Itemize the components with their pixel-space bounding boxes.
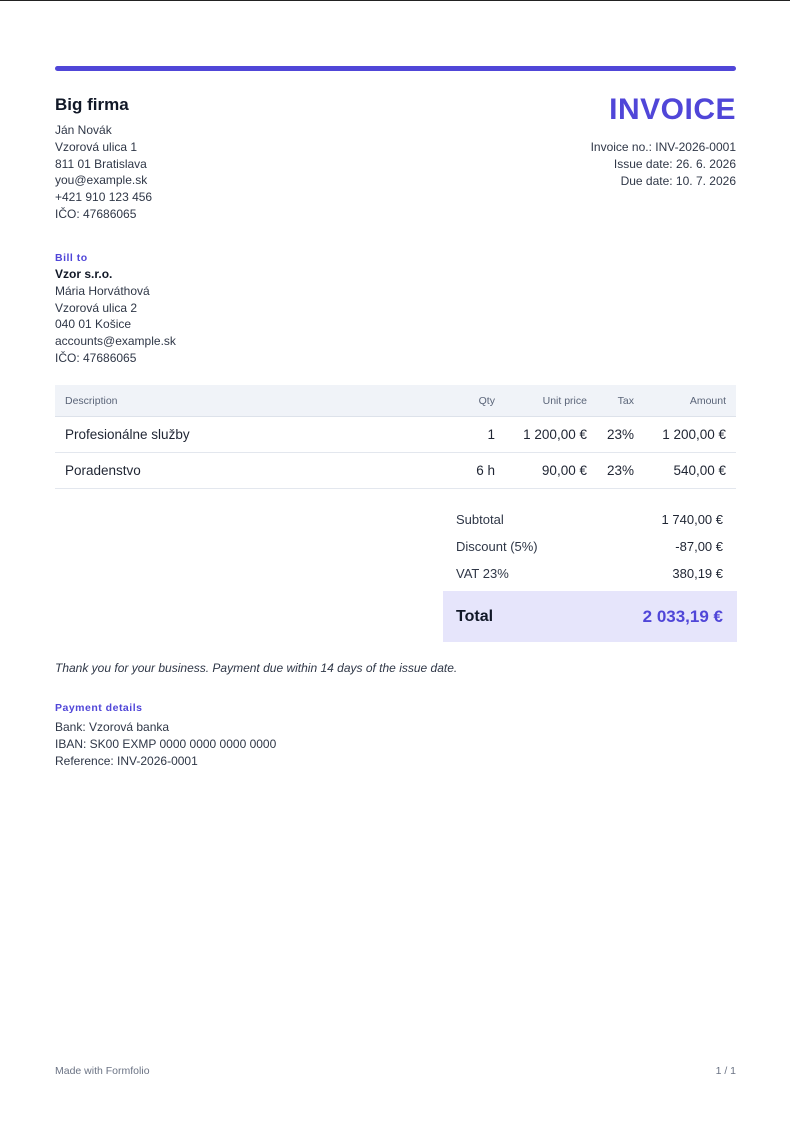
company-ico: IČO: 47686065: [55, 206, 137, 221]
vat-label: VAT 23%: [456, 566, 509, 581]
row-tax: 23%: [597, 417, 644, 453]
client-ico: IČO: 47686065: [55, 350, 137, 365]
row-amount: 540,00 €: [644, 453, 736, 489]
invoice-header: [591, 93, 736, 189]
payment-iban: IBAN: SK00 EXMP 0000 0000 0000 0000: [55, 736, 277, 751]
header-unit-price: Unit price: [505, 385, 597, 417]
table-header-row: [55, 385, 736, 417]
subtotal-row: [443, 506, 737, 533]
table-row: [55, 417, 736, 453]
subtotal-value: 1 740,00 €: [661, 512, 723, 527]
row-amount: 1 200,00 €: [644, 417, 736, 453]
client-city: 040 01 Košice: [55, 317, 132, 332]
row-qty: 6 h: [445, 453, 505, 489]
header-qty: Qty: [445, 385, 505, 417]
vat-value: 380,19 €: [672, 566, 723, 581]
vat-row: [443, 560, 737, 587]
issue-date: Issue date: 26. 6. 2026: [613, 156, 736, 171]
header-amount: Amount: [644, 385, 736, 417]
company-phone: +421 910 123 456: [55, 190, 153, 205]
discount-row: [443, 533, 737, 560]
bill-to-label: Bill to: [55, 252, 88, 264]
client-email: accounts@example.sk: [55, 334, 176, 349]
invoice-title: INVOICE: [609, 93, 736, 126]
client-street: Vzorová ulica 2: [55, 300, 138, 315]
thank-you-note: Thank you for your business. Payment due within 14 days of the issue date.: [55, 661, 458, 675]
total-row: [443, 591, 737, 642]
company-contact-name: Ján Novák: [55, 123, 112, 137]
footer-credit: Made with Formfolio: [55, 1065, 150, 1077]
row-description: Poradenstvo: [55, 453, 445, 489]
company-street: Vzorová ulica 1: [55, 139, 138, 154]
invoice-number: Invoice no.: INV-2026-0001: [590, 140, 736, 154]
header-tax: Tax: [597, 385, 644, 417]
total-label: Total: [456, 607, 494, 625]
row-qty: 1: [445, 417, 505, 453]
payment-reference: Reference: INV-2026-0001: [55, 753, 198, 768]
row-unit-price: 1 200,00 €: [505, 417, 597, 453]
line-items-table: [55, 385, 736, 489]
total-value: 2 033,19 €: [642, 606, 723, 626]
due-date: Due date: 10. 7. 2026: [620, 173, 736, 188]
discount-value: -87,00 €: [675, 539, 723, 554]
row-tax: 23%: [597, 453, 644, 489]
row-unit-price: 90,00 €: [505, 453, 597, 489]
table-row: [55, 453, 736, 489]
payment-details-label: Payment details: [55, 702, 143, 714]
accent-bar: [55, 66, 736, 71]
company-block: [55, 95, 152, 223]
company-city: 811 01 Bratislava: [55, 156, 147, 171]
subtotal-label: Subtotal: [456, 512, 504, 527]
row-description: Profesionálne služby: [55, 417, 445, 453]
discount-label: Discount (5%): [456, 539, 538, 554]
page-number: 1 / 1: [715, 1065, 736, 1077]
client-name: Vzor s.r.o.: [55, 267, 113, 281]
company-email: you@example.sk: [55, 173, 148, 188]
payment-details-block: [55, 702, 276, 769]
bill-to-block: [55, 252, 176, 367]
header-description: Description: [55, 385, 445, 417]
payment-bank: Bank: Vzorová banka: [55, 720, 170, 734]
company-name: Big firma: [55, 95, 129, 114]
client-contact: Mária Horváthová: [55, 283, 150, 298]
totals-block: [443, 506, 737, 642]
